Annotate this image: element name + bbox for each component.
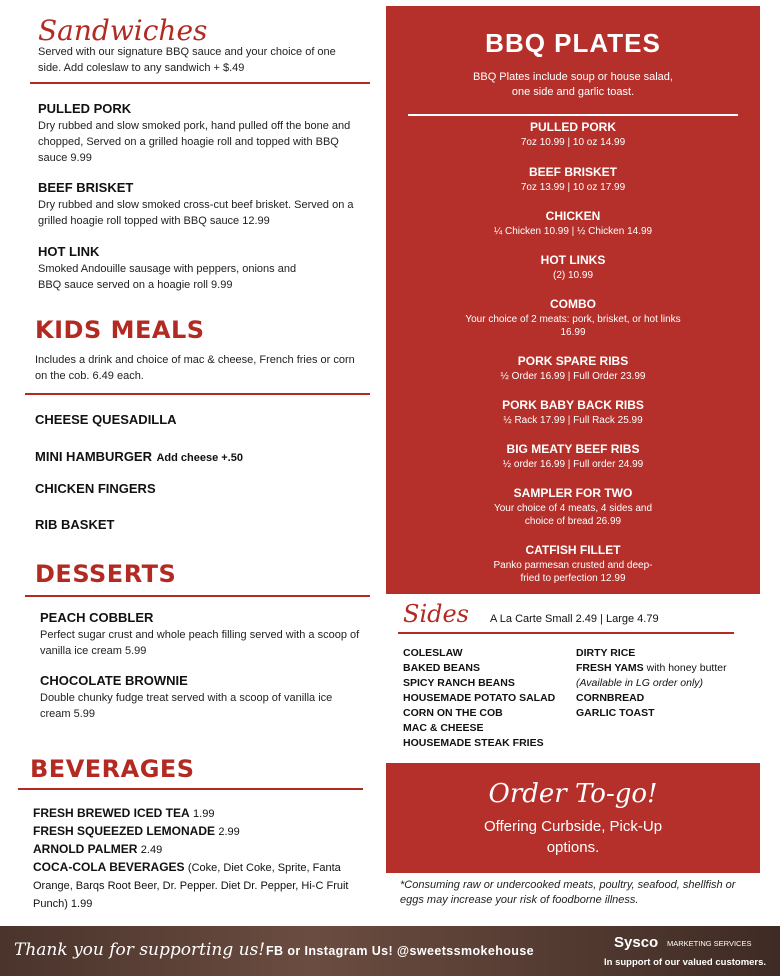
side-item: CORN ON THE COB — [403, 707, 503, 719]
kids-item — [35, 448, 243, 466]
side-item: GARLIC TOAST — [576, 707, 655, 719]
bbq-intro: BBQ Plates include soup or house salad, one side and garlic toast. — [473, 71, 673, 98]
side-item: SPICY RANCH BEANS — [403, 677, 515, 689]
footer-marketing: MARKETING SERVICES — [667, 939, 752, 948]
item-name: BEEF BRISKET — [38, 180, 134, 195]
bbq-plate: HOT LINKS (2) 10.99 — [540, 253, 606, 281]
item-name: CHOCOLATE BROWNIE — [40, 673, 188, 688]
disclaimer: *Consuming raw or undercooked meats, poultry, seafood, shellfish or eggs may increase your risk of foodborne illness. — [400, 879, 736, 906]
bbq-plate: PORK BABY BACK RIBS ½ Rack 17.99 | Full Rack 25.99 — [502, 398, 644, 426]
item-desc: Smoked Andouille sausage with peppers, onions and BBQ sauce served on a hoagie roll 9.99 — [38, 263, 297, 291]
sandwiches-title: Sandwiches — [38, 14, 208, 47]
sandwiches-intro: Served with our signature BBQ sauce and your choice of one side. Add coleslaw to any sandwich + $.49 — [38, 46, 336, 74]
bbq-plate: CATFISH FILLET Panko parmesan crusted and deep-fried to perfection 12.99 — [493, 543, 653, 584]
bbq-plate: BEEF BRISKET 7oz 13.99 | 10 oz 17.99 — [520, 165, 626, 193]
footer-thanks: Thank you for supporting us! — [14, 940, 266, 960]
kids-intro: Includes a drink and choice of mac & cheese, French fries or corn on the cob. 6.49 each. — [35, 354, 355, 382]
bbq-plate: SAMPLER FOR TWO Your choice of 4 meats, 4 sides and choice of bread 26.99 — [493, 486, 653, 527]
item-desc: Dry rubbed and slow smoked pork, hand pulled off the bone and chopped, Served on a grilled hoagie roll and topped with BBQ sauce 9.99 — [38, 120, 351, 164]
item-desc: Perfect sugar crust and whole peach filling served with a scoop of vanilla ice cream 5.99 — [40, 629, 360, 657]
bbq-plate: BIG MEATY BEEF RIBS ½ order 16.99 | Full order 24.99 — [502, 442, 644, 470]
bbq-plate: PORK SPARE RIBS ½ Order 16.99 | Full Order 23.99 — [500, 354, 646, 382]
beverage-item: COCA-COLA BEVERAGES (Coke, Diet Coke, Sprite, Fanta Orange, Barqs Root Beer, Dr. Pepper. Diet Dr. Pepper, Hi-C Fruit Punch) 1.99 — [33, 860, 349, 910]
item-name: MINI HAMBURGER — [35, 449, 152, 464]
sides-title: Sides — [403, 600, 469, 628]
footer-support: In support of our valued customers. — [604, 957, 767, 968]
footer-banner — [0, 926, 780, 976]
order-to-go-panel — [386, 763, 760, 873]
bbq-plates-panel — [386, 6, 760, 594]
side-item: BAKED BEANS — [403, 662, 481, 674]
kids-title: KIDS MEALS — [35, 316, 205, 344]
divider — [408, 114, 738, 116]
sysco-logo: Sysco — [614, 934, 659, 951]
order-title: Order To-go! — [488, 779, 658, 809]
kids-item: CHEESE QUESADILLA — [35, 412, 177, 427]
dessert-item — [40, 673, 360, 722]
item-note: Add cheese +.50 — [156, 452, 243, 464]
side-item: FRESH YAMS with honey butter — [576, 662, 727, 674]
beverage-item: ARNOLD PALMER 2.49 — [33, 842, 163, 856]
sides-pricing: A La Carte Small 2.49 | Large 4.79 — [490, 613, 659, 625]
side-item: DIRTY RICE — [576, 647, 636, 659]
divider — [25, 595, 370, 597]
item-name: HOT LINK — [38, 244, 100, 259]
sandwich-item — [38, 244, 308, 293]
beverages-title: BEVERAGES — [30, 755, 195, 783]
side-item: CORNBREAD — [576, 692, 645, 704]
beverage-list — [33, 805, 368, 913]
kids-item: CHICKEN FINGERS — [35, 481, 156, 496]
bbq-plate: CHICKEN ¼ Chicken 10.99 | ½ Chicken 14.99 — [493, 209, 653, 237]
divider — [25, 393, 370, 395]
desserts-title: DESSERTS — [35, 560, 177, 588]
side-item: MAC & CHEESE — [403, 722, 484, 734]
footer-social[interactable]: FB or Instagram Us! @sweetssmokehouse — [266, 944, 535, 958]
sandwich-item — [38, 101, 368, 166]
item-name: PULLED PORK — [38, 101, 132, 116]
sandwich-item — [38, 180, 358, 229]
divider — [398, 632, 734, 634]
beverage-item: FRESH BREWED ICED TEA 1.99 — [33, 806, 215, 820]
bbq-title: BBQ PLATES — [485, 28, 661, 58]
side-item: COLESLAW — [403, 647, 463, 659]
item-desc: Double chunky fudge treat served with a scoop of vanilla ice cream 5.99 — [40, 692, 333, 720]
sides-col-1 — [403, 646, 555, 751]
side-note: (Available in LG order only) — [576, 677, 704, 689]
order-text: Offering Curbside, Pick-Up options. — [483, 818, 663, 856]
bbq-plate: PULLED PORK 7oz 10.99 | 10 oz 14.99 — [520, 120, 626, 148]
divider — [30, 82, 370, 84]
side-item: HOUSEMADE STEAK FRIES — [403, 737, 544, 749]
item-name: PEACH COBBLER — [40, 610, 154, 625]
bbq-plate: COMBO Your choice of 2 meats: pork, brisket, or hot links 16.99 — [465, 297, 681, 338]
item-desc: Dry rubbed and slow smoked cross-cut beef brisket. Served on a grilled hoagie roll topped with BBQ sauce 12.99 — [38, 199, 354, 227]
sides-col-2 — [576, 646, 727, 721]
side-item: HOUSEMADE POTATO SALAD — [403, 692, 556, 704]
dessert-item — [40, 610, 380, 659]
beverage-item: FRESH SQUEEZED LEMONADE 2.99 — [33, 824, 240, 838]
kids-item: RIB BASKET — [35, 517, 115, 532]
divider — [18, 788, 363, 790]
